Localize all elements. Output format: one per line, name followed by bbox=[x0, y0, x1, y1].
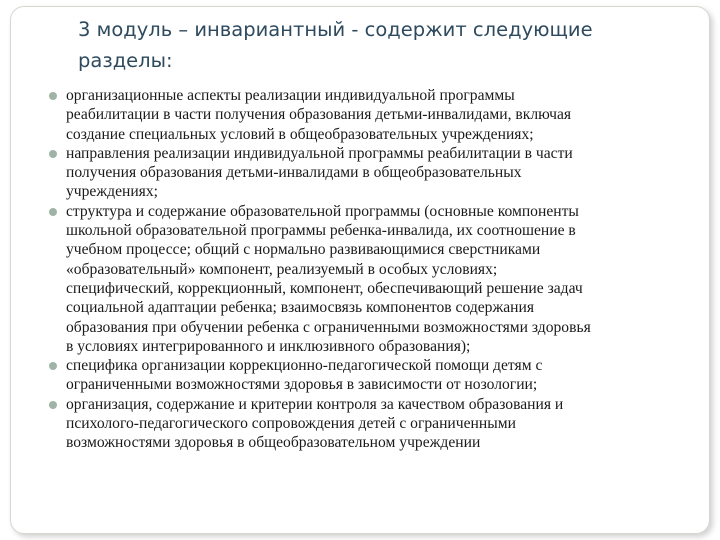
bullet-text-line: направления реализации индивидуальной программы реабилитации в части bbox=[66, 144, 573, 162]
bullet-text-line: психолого-педагогического сопровождения детей с ограниченными bbox=[66, 415, 516, 433]
bullet-text-line: специфика организации коррекционно-педагогической помощи детям с bbox=[66, 357, 543, 375]
bullet-text-line: образования при обучении ребенка с ограниченными возможностями здоровья bbox=[66, 318, 591, 336]
bullet-item bbox=[46, 144, 682, 202]
bullet-text-line: школьной образовательной программы ребенка-инвалида, их соотношение в bbox=[66, 222, 576, 240]
bullet-text-line: организационные аспекты реализации индивидуальной программы bbox=[66, 87, 515, 104]
bullet-item bbox=[46, 202, 682, 356]
bullet-text-line: «образовательный» компонент, реализуемый в особых условиях; bbox=[66, 260, 498, 278]
bullet-text-line: ограниченными возможностями здоровья в зависимости от нозологии; bbox=[66, 376, 538, 394]
bullet-text-line: специфический, коррекционный, компонент, обеспечивающий решение задач bbox=[66, 279, 583, 297]
bullet-text-line: получения образования детьми-инвалидами в общеобразовательных bbox=[66, 164, 522, 182]
bullet-text-line: социальной адаптации ребенка; взаимосвязь компонентов содержания bbox=[66, 299, 535, 317]
bullet-item bbox=[46, 395, 682, 453]
bullet-text-line: возможностями здоровья в общеобразовательном учреждении bbox=[66, 434, 481, 452]
bullet-dot-icon bbox=[49, 362, 57, 370]
bullet-text-line: структура и содержание образовательной программы (основные компоненты bbox=[66, 202, 579, 220]
bullet-text-line: реабилитации в части получения образования детьми-инвалидами, включая bbox=[66, 106, 572, 124]
bullet-list bbox=[46, 86, 682, 453]
slide-title: 3 модуль – инвариантный - содержит следующие разделы: bbox=[78, 18, 593, 72]
bullet-dot-icon bbox=[49, 150, 57, 158]
bullet-dot-icon bbox=[49, 208, 57, 216]
bullet-text-line: учреждениях; bbox=[66, 183, 158, 201]
bullet-text-line: в условиях интегрированного и инклюзивного образования); bbox=[66, 337, 471, 355]
bullet-dot-icon bbox=[49, 92, 57, 100]
bullet-text-line: организация, содержание и критерии контроля за качеством образования и bbox=[66, 395, 564, 413]
bullet-item bbox=[46, 86, 682, 144]
bullet-item bbox=[46, 356, 682, 395]
bullet-text-line: учебном процессе; общий с нормально развивающимися сверстниками bbox=[66, 241, 541, 259]
bullet-dot-icon bbox=[49, 401, 57, 409]
bullet-text-line: создание специальных условий в общеобразовательных учреждениях; bbox=[66, 125, 534, 143]
